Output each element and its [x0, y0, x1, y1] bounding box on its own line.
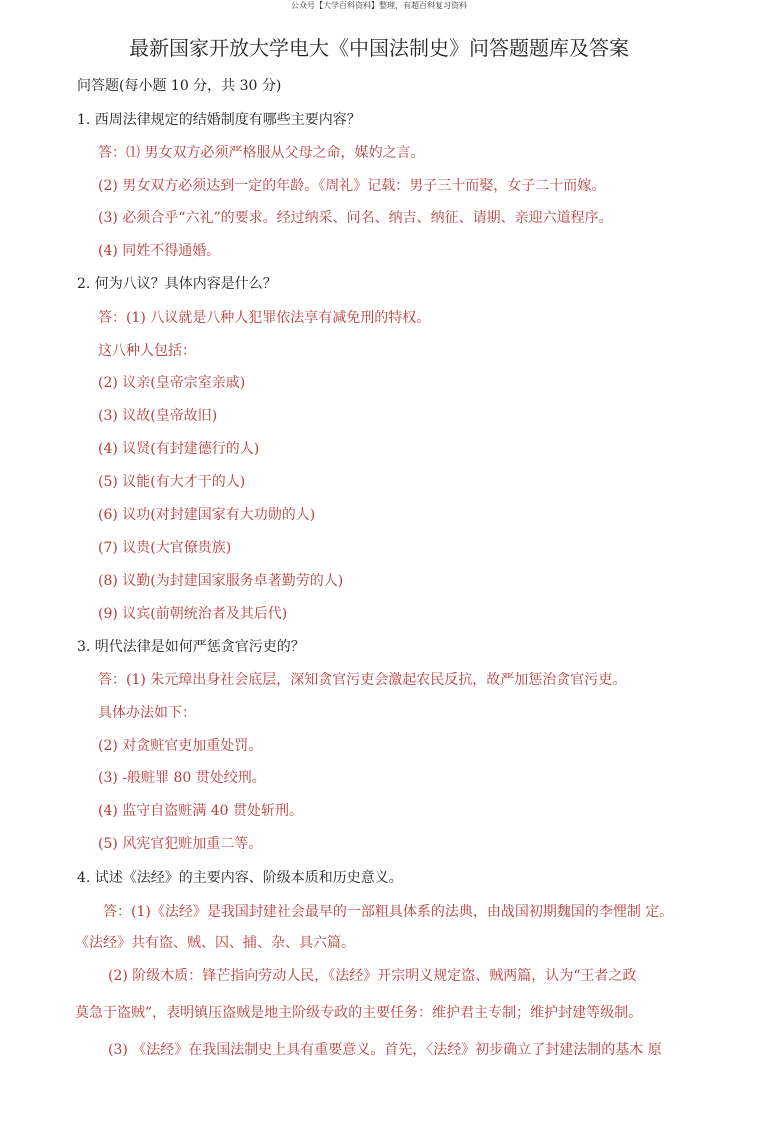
- answer-line: 答：(1) 八议就是八种人犯罪依法享有减免刑的特权。: [98, 310, 431, 326]
- answer-line: (9) 议宾(前朝统治者及其后代): [98, 606, 288, 622]
- answer-line: (4) 同姓不得通婚。: [98, 243, 221, 259]
- answer-line: (3) -般赃罪 80 贯处绞刑。: [98, 770, 266, 786]
- question-line: 3. 明代法律是如何严惩贪官污吏的？: [77, 639, 305, 655]
- answer-line: (5) 议能(有大才干的人): [98, 474, 246, 490]
- question-line: 1. 西周法律规定的结婚制度有哪些主要内容？: [77, 112, 361, 128]
- answer-line: 答：(1)《法经》是我国封建社会最早的一部粗具体系的法典，由战国初期魏国的李悝制 定。: [103, 904, 674, 920]
- answer-line: (7) 议贵(大官僚贵族): [98, 540, 232, 556]
- answer-line: (6) 议功(对封建国家有大功勋的人): [98, 507, 316, 523]
- answer-line: 答：(1) 朱元璋出身社会底层，深知贪官污吏会激起农民反抗，故严加惩治贪官污吏。: [98, 672, 627, 688]
- answer-line: (2) 议亲(皇帝宗室亲戚): [98, 375, 246, 391]
- header-note: 公众号【大学百科资料】整理，有超百科复习资料: [291, 1, 467, 10]
- answer-line: (5) 风宪官犯赃加重二等。: [98, 836, 263, 852]
- answer-line: (3) 必须合乎“六礼”的要求。经过纳采、问名、纳吉、纳征、请期、亲迎六道程序。: [98, 210, 613, 226]
- question-line: 4. 试述《法经》的主要内容、阶级本质和历史意义。: [77, 870, 403, 886]
- answer-line: (3) 《法经》在我国法制史上具有重要意义。首先，〈法经》初步确立了封建法制的基木 原: [108, 1042, 662, 1058]
- answer-line: (4) 监守自盗赃满 40 贯处斩刑。: [98, 803, 303, 819]
- answer-line: (8) 议勤(为封建国家服务卓著勤劳的人): [98, 573, 344, 589]
- answer-line: 《法经》共有盗、贼、囚、捕、杂、具六篇。: [75, 935, 355, 951]
- answer-line: (4) 议贤(有封建德行的人): [98, 441, 260, 457]
- question-line: 2. 何为八议？具体内容是什么？: [77, 276, 277, 292]
- answer-line: (3) 议故(皇帝故旧): [98, 408, 218, 424]
- document-title: 最新国家开放大学电大《中国法制史》问答题题库及答案: [129, 36, 629, 60]
- answer-line: (2) 对贪赃官吏加重处罚。: [98, 738, 263, 754]
- question-line: 问答题(每小题 10 分，共 30 分): [77, 78, 282, 94]
- answer-line: 莫急于盗贼”，表明镇压盗贼是地主阶级专政的主要任务：维护君主专制；维护封建等级制。: [75, 1005, 643, 1021]
- answer-line: 答：⑴ 男女双方必须严格服从父母之命，媒妁之言。: [98, 145, 425, 161]
- answer-line: (2) 阶级木质：锋芒指向劳动人民，《法经》开宗明义规定盗、贼两篇，认为“王者之政: [108, 968, 637, 984]
- answer-line: 这八种人包括：: [98, 343, 196, 359]
- answer-line: (2) 男女双方必须达到一定的年龄。《周礼》记载：男子三十而娶，女子二十而嫁。: [98, 178, 606, 194]
- answer-line: 具体办法如下：: [98, 705, 196, 721]
